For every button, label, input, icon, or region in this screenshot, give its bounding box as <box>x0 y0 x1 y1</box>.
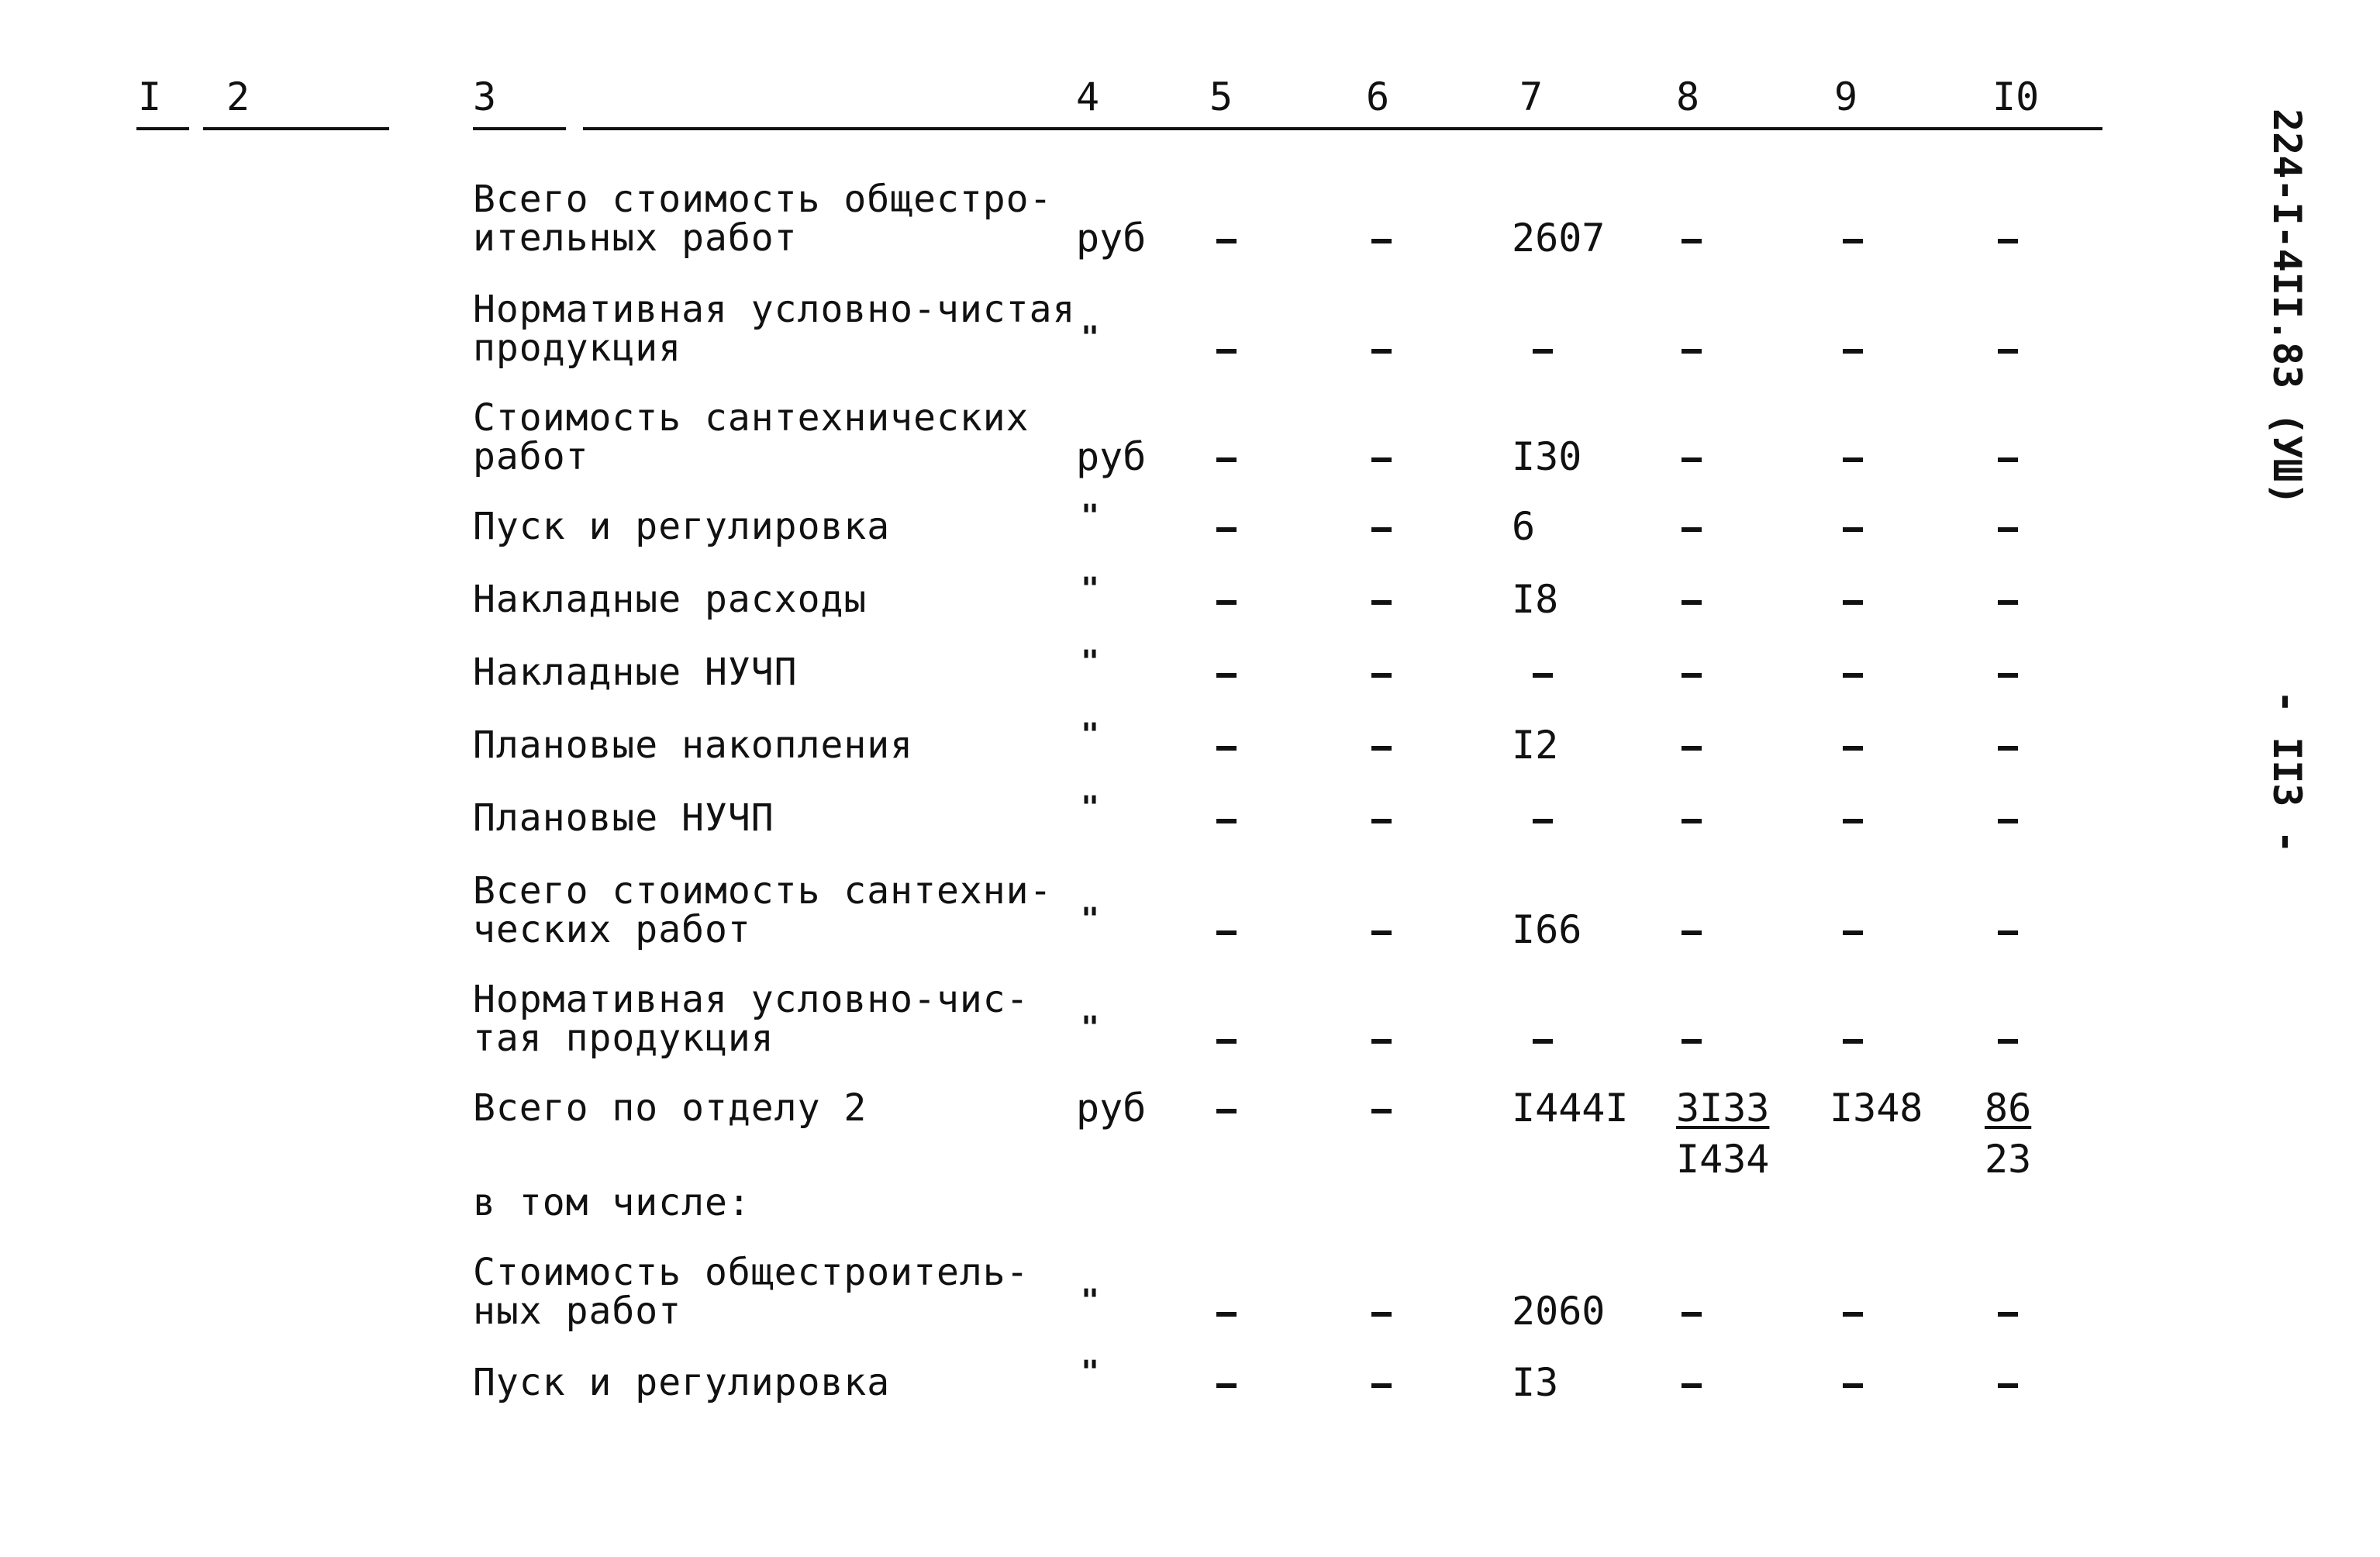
row-label: Всего стоимость общестро- ительных работ <box>473 178 1053 260</box>
ditto-mark: " <box>1081 1010 1100 1046</box>
row-label: Нормативная условно-чис- тая продукция <box>473 978 1030 1060</box>
empty-dash <box>1998 457 2018 462</box>
col-header-6: 6 <box>1366 74 1390 119</box>
empty-dash <box>1371 600 1392 605</box>
col-header-7: 7 <box>1519 74 1544 119</box>
empty-dash <box>1843 349 1863 354</box>
empty-dash <box>1998 819 2018 823</box>
empty-dash <box>1371 1383 1392 1388</box>
page-number: - II3 - <box>2264 690 2309 854</box>
row-label: Стоимость общестроитель- ных работ <box>473 1251 1030 1333</box>
empty-dash <box>1371 349 1392 354</box>
row-label: Плановые накопления <box>473 723 914 767</box>
empty-dash <box>1371 527 1392 532</box>
empty-dash <box>1682 457 1702 462</box>
ditto-mark: " <box>1081 717 1100 753</box>
empty-dash <box>1682 239 1702 243</box>
empty-dash <box>1216 1109 1237 1113</box>
fraction-numerator: 3I33 <box>1676 1086 1770 1131</box>
ditto-mark: " <box>1081 1355 1100 1390</box>
empty-dash <box>1843 457 1863 462</box>
value-c7: I3 <box>1512 1360 1559 1405</box>
empty-dash <box>1998 930 2018 935</box>
row-label: Накладные НУЧП <box>473 651 798 694</box>
unit-cell: руб <box>1076 216 1147 261</box>
empty-dash <box>1533 819 1553 823</box>
empty-dash <box>1216 930 1237 935</box>
fraction-denominator: 23 <box>1985 1137 2032 1182</box>
col-header-10: I0 <box>1992 74 2040 119</box>
value-c7: I8 <box>1512 577 1559 622</box>
empty-dash <box>1843 1383 1863 1388</box>
empty-dash <box>1843 600 1863 605</box>
row-label: Накладные расходы <box>473 578 867 621</box>
empty-dash <box>1371 746 1392 751</box>
col-header-3: 3 <box>473 74 497 119</box>
empty-dash <box>1682 930 1702 935</box>
col-header-9: 9 <box>1834 74 1858 119</box>
empty-dash <box>1998 1312 2018 1317</box>
empty-dash <box>1216 1383 1237 1388</box>
empty-dash <box>1998 1039 2018 1044</box>
empty-dash <box>1998 1383 2018 1388</box>
empty-dash <box>1371 1312 1392 1317</box>
empty-dash <box>1216 1312 1237 1317</box>
value-c7: 2607 <box>1512 216 1606 261</box>
empty-dash <box>1216 600 1237 605</box>
empty-dash <box>1843 527 1863 532</box>
empty-dash <box>1998 527 2018 532</box>
row-label: в том числе: <box>473 1181 751 1224</box>
empty-dash <box>1998 746 2018 751</box>
row-label: Плановые НУЧП <box>473 796 774 840</box>
empty-dash <box>1371 1109 1392 1113</box>
header-rule-main <box>583 127 2102 130</box>
col-header-4: 4 <box>1076 74 1100 119</box>
empty-dash <box>1682 1039 1702 1044</box>
empty-dash <box>1998 673 2018 678</box>
empty-dash <box>1216 349 1237 354</box>
unit-cell: руб <box>1076 1086 1147 1131</box>
empty-dash <box>1682 746 1702 751</box>
value-c7: I66 <box>1512 907 1582 952</box>
empty-dash <box>1371 457 1392 462</box>
ditto-mark: " <box>1081 571 1100 607</box>
empty-dash <box>1682 527 1702 532</box>
empty-dash <box>1682 349 1702 354</box>
empty-dash <box>1216 673 1237 678</box>
empty-dash <box>1843 746 1863 751</box>
header-rule-3 <box>473 127 566 130</box>
header-rule-2 <box>203 127 389 130</box>
fraction-denominator: I434 <box>1676 1137 1770 1182</box>
empty-dash <box>1843 930 1863 935</box>
col-header-2: 2 <box>226 74 250 119</box>
empty-dash <box>1216 239 1237 243</box>
empty-dash <box>1371 930 1392 935</box>
value-c7: 6 <box>1512 504 1536 549</box>
value-c7: I2 <box>1512 723 1559 768</box>
row-label: Пуск и регулировка <box>473 1361 891 1404</box>
row-label: Всего по отделу 2 <box>473 1086 867 1130</box>
empty-dash <box>1682 600 1702 605</box>
document-code: 224-I-4II.83 (УШ) <box>2264 109 2309 506</box>
empty-dash <box>1216 819 1237 823</box>
empty-dash <box>1843 1312 1863 1317</box>
empty-dash <box>1998 349 2018 354</box>
row-label: Всего стоимость сантехни- ческих работ <box>473 869 1053 951</box>
value-c7: I444I <box>1512 1086 1629 1131</box>
empty-dash <box>1843 819 1863 823</box>
empty-dash <box>1533 349 1553 354</box>
ditto-mark: " <box>1081 499 1100 534</box>
empty-dash <box>1682 819 1702 823</box>
fraction-numerator: 86 <box>1985 1086 2032 1131</box>
row-label: Нормативная условно-чистая продукция <box>473 288 1076 370</box>
value-c7: 2060 <box>1512 1289 1606 1334</box>
empty-dash <box>1216 746 1237 751</box>
row-label: Стоимость сантехнических работ <box>473 396 1030 478</box>
row-label: Пуск и регулировка <box>473 505 891 548</box>
ditto-mark: " <box>1081 320 1100 356</box>
col-header-1: I <box>138 74 162 119</box>
unit-cell: руб <box>1076 434 1147 479</box>
header-rule-1 <box>136 127 189 130</box>
value-c9: I348 <box>1830 1086 1923 1131</box>
empty-dash <box>1843 673 1863 678</box>
empty-dash <box>1682 673 1702 678</box>
empty-dash <box>1371 239 1392 243</box>
empty-dash <box>1216 527 1237 532</box>
empty-dash <box>1843 239 1863 243</box>
col-header-5: 5 <box>1209 74 1233 119</box>
ditto-mark: " <box>1081 1283 1100 1319</box>
empty-dash <box>1216 1039 1237 1044</box>
empty-dash <box>1533 673 1553 678</box>
empty-dash <box>1998 600 2018 605</box>
empty-dash <box>1682 1383 1702 1388</box>
ditto-mark: " <box>1081 902 1100 937</box>
empty-dash <box>1843 1039 1863 1044</box>
empty-dash <box>1216 457 1237 462</box>
empty-dash <box>1533 1039 1553 1044</box>
col-header-8: 8 <box>1676 74 1700 119</box>
empty-dash <box>1682 1312 1702 1317</box>
empty-dash <box>1371 1039 1392 1044</box>
empty-dash <box>1371 819 1392 823</box>
value-c7: I30 <box>1512 434 1582 479</box>
ditto-mark: " <box>1081 790 1100 826</box>
ditto-mark: " <box>1081 644 1100 680</box>
empty-dash <box>1371 673 1392 678</box>
empty-dash <box>1998 239 2018 243</box>
